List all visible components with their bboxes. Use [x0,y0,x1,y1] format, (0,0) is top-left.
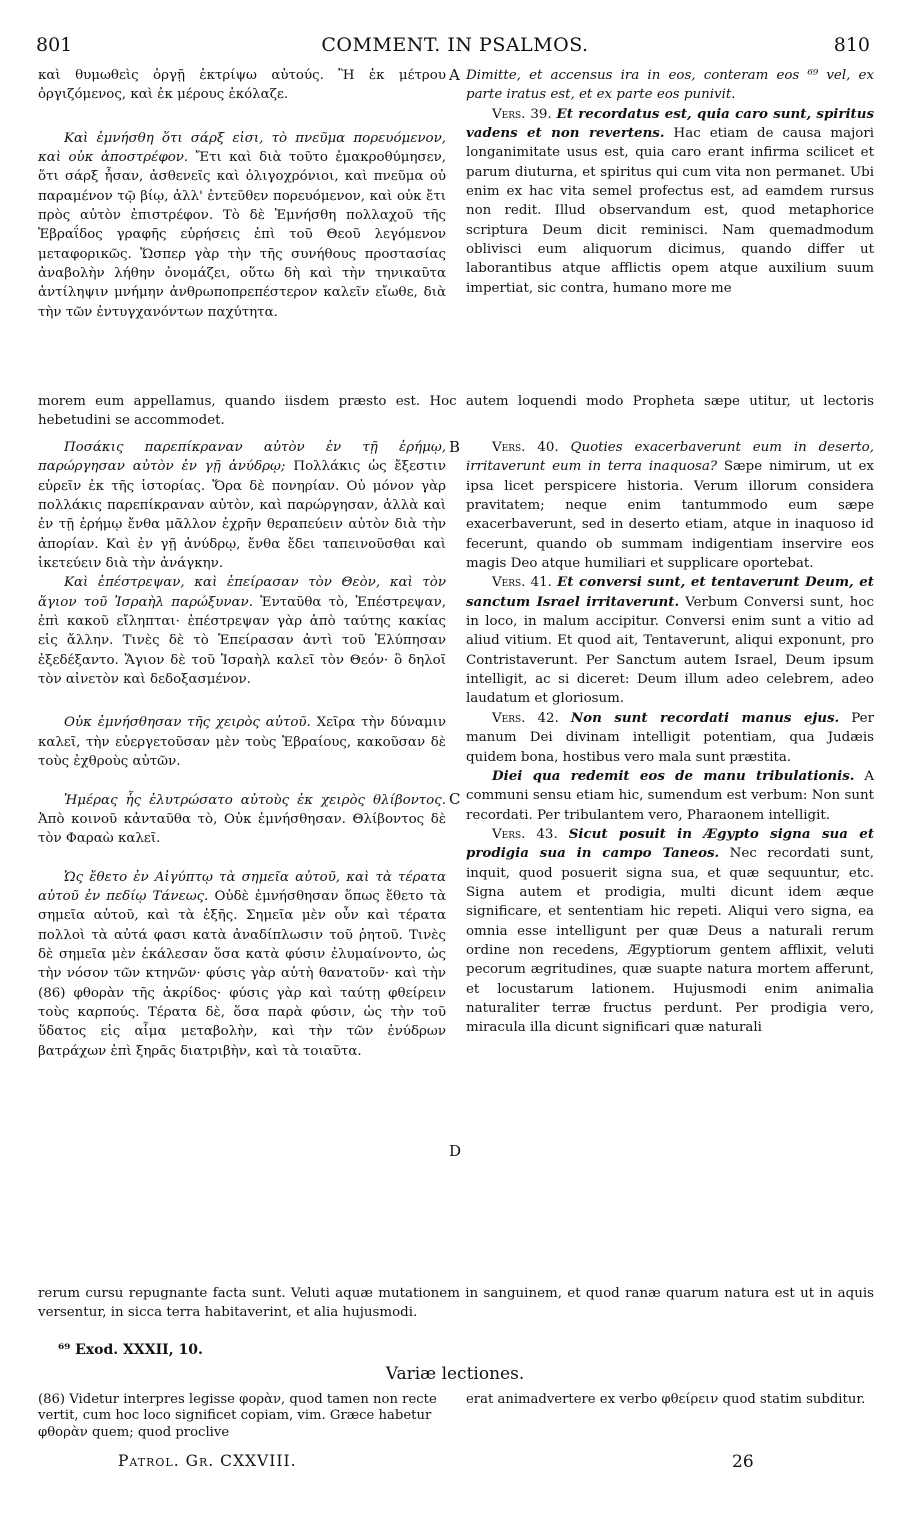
greek-paragraph: Ὡς ἔθετο ἐν Αἰγύπτῳ τὰ σημεῖα αὐτοῦ, καὶ τὰ τέρατα αὐτοῦ ἐν πεδίῳ Τάνεως. Οὐδὲ ἐμνήσθησαν ὅπως ἔθετο τὰ σημεῖα αὐτοῦ, καὶ τὰ ἑξῆς. Σημεῖα μὲν οὖν καὶ τέρατα πολλοὶ τὰ αὐτά φασι κατὰ ἀναδίπλωσιν τοῦ ῥητοῦ. Τινὲς δὲ σημεῖα μὲν ἐκάλεσαν ὅσα κατὰ φύσιν ἐλυμαίνοντο, ὡς τὴν νόσον τῶν κτηνῶν· φύσις γὰρ αὐτὴ θανατοῦν· καὶ τὴν (86) φθορὰν τῆς ἀκρίδος· φύσις γὰρ καὶ ταύτῃ φθείρειν τοὺς καρπούς. Τέρατα δὲ, ὅσα παρὰ φύσιν, ὡς τὴν τοῦ ὕδατος εἰς αἷμα μεταβολὴν, καὶ τὴν τῶν ἐνύδρων βατράχων ἐπὶ ξηρᾶς διατριβὴν, καὶ τὰ τοιαῦτα. [38,869,446,1059]
latin-lemma: Et conversi sunt, et tentaverunt Deum, et sanctum Israel irritaverunt. [466,574,874,610]
running-header [0,34,910,60]
greek-lemma: Ἡμέρας ἧς ἐλυτρώσατο αὐτοὺς ἐκ χειρὸς θλίβοντος. [64,792,446,808]
footnote: ⁶⁹ Exod. XXXII, 10. [58,1342,203,1358]
greek-paragraph: καὶ θυμωθεὶς ὀργῇ ἐκτρίψω αὐτούς. Ἢ ἐκ μέτρου ὀργιζόμενος, καὶ ἐκ μέρους ἐκόλαζε. [38,68,446,103]
full-width-continuation: rerum cursu repugnante facta sunt. Veluti aquæ mutationem in sanguinem, et quod ranæ quarum natura est ut in aquis versentur, in sicca terra habitaverint, et alia hujusmodi. [38,1286,874,1321]
header-title: COMMENT. IN PSALMOS. [321,34,589,56]
latin-lemma: Diei qua redemit eos de manu tribulationis. [492,767,855,784]
header-right-column-number: 810 [833,34,870,56]
variae-lectiones-heading: Variæ lectiones. [385,1364,525,1384]
verse-number: Vers. 41. [492,575,552,591]
greek-column-bottom [38,438,446,1061]
greek-lemma: Καὶ ἐπέστρεψαν, καὶ ἐπείρασαν τὸν Θεὸν, καὶ τὸν ἅγιον τοῦ Ἰσραὴλ παρώξυναν. [38,575,446,610]
margin-marker-c: C [449,790,461,808]
verse-number: Vers. 43. [492,826,558,842]
latin-column-bottom [466,438,874,1038]
margin-marker-d: D [449,1142,462,1160]
variae-lectiones-left: (86) Videtur interpres legisse φορὰν, quod tamen non recte vertit, cum hoc loco significet copiam, vim. Græce habetur φθορὰν quem; quod proclive [38,1392,437,1440]
latin-lemma: Sicut posuit in Ægypto signa sua et prodigia sua in campo Taneos. [466,825,874,862]
greek-paragraph: Ἡμέρας ἧς ἐλυτρώσατο αὐτοὺς ἐκ χειρὸς θλίβοντος. Ἀπὸ κοινοῦ κἀνταῦθα τὸ, Οὐκ ἐμνήσθησαν. Θλίβοντος δὲ τὸν Φαραὼ καλεῖ. [38,792,446,847]
header-left-column-number: 801 [36,34,73,56]
margin-marker-a: A [449,66,460,84]
latin-lemma: Quoties exacerbaverunt eum in deserto, irritaverunt eum in terra inaquosa? [466,440,874,475]
latin-paragraph: Vers. 43. Sicut posuit in Ægypto signa sua et prodigia sua in campo Taneos. Nec recordati sunt, inquit, quod posuerit signa sua, et quæ sequuntur, etc. Signa autem et prodigia, multi dicunt idem æque significare, et sententiam hic repeti. Aliqui vero signa, ea omnia esse intelligunt per quæ Deus a naturali rerum ordine non recedens, Ægyptiorum gentem afflixit, veluti pecorum ægritudines, quæ suapte natura mortem afferunt, et locustarum lationem. Hujusmodi enim animalia naturaliter terræ fructus perdunt. Per prodigia vero, miracula illa dicunt significari quæ naturali [466,825,874,1036]
greek-paragraph: Καὶ ἐπέστρεψαν, καὶ ἐπείρασαν τὸν Θεὸν, καὶ τὸν ἅγιον τοῦ Ἰσραὴλ παρώξυναν. Ἐνταῦθα τὸ, Ἐπέστρεψαν, ἐπὶ κακοῦ εἴληπται· ἐπέστρεψαν γὰρ ἀπὸ ταύτης κακίας εἰς ἄλλην. Τινὲς δὲ τὸ Ἐπείρασαν ἀντὶ τοῦ Ἐλύπησαν ἐξεδέξαντο. Ἅγιον δὲ τοῦ Ἰσραὴλ καλεῖ τὸν Θεόν· ὃ δηλοῖ τὸν αἰνετὸν καὶ δεδοξασμένον. [38,575,446,688]
latin-lemma: Non sunt recordati manus ejus. [570,709,840,726]
verse-number: Vers. 40. [492,440,559,455]
latin-lemma: Et recordatus est, quia caro sunt, spiritus vadens et non revertens. [466,105,874,142]
greek-paragraph: Καὶ ἐμνήσθη ὅτι σάρξ εἰσι, τὸ πνεῦμα πορευόμενον, καὶ οὐκ ἀποστρέφον. Ἔτι καὶ διὰ τοῦτο ἐμακροθύμησεν, ὅτι σάρξ ἦσαν, ἀσθενεῖς καὶ ὀλιγοχρόνιοι, καὶ πνεῦμα οὐ παραμένον τῷ βίῳ, ἀλλ' ἐντεῦθεν πορευόμενον, καὶ οὐκ ἔτι πρὸς αὐτὸν ἐπιστρέφον. Τὸ δὲ Ἐμνήσθη πολλαχοῦ τῆς Ἑβραΐδος γραφῆς εὑρήσεις ἐπὶ τοῦ Θεοῦ λεγόμενον μεταφορικῶς. Ὥσπερ γὰρ τὴν τῆς συνήθους προστασίας ἀναβολὴν λήθην ὀνομάζει, οὕτω δὴ καὶ τὴν τηνικαῦτα ἀντίληψιν μνήμην ἀνθρωποπρεπέστερον καλεῖν εἴωθε, διὰ τὴν τῶν ἐντυγχανόντων παχύτητα. [38,130,446,320]
verse-number: Vers. 42. [492,710,559,726]
latin-paragraph: Vers. 39. Et recordatus est, quia caro sunt, spiritus vadens et non revertens. Hac etiam de causa majori longanimitate usus est, quia caro erant infirma scilicet et parum diuturna, et spiritus qui cum vita non permanet. Ubi enim ex hac vita semel profectus est, ad eamdem rursus non redit. Illud observandum est, quod metaphorice scriptura Deum dicit reminisci. Nam quemadmodum oblivisci eum aliquorum dicimus, quando differ ut laborantibus atque afflictis opem atque auxilium suum impertiat, sic contra, humano more me [466,105,875,296]
latin-paragraph: Vers. 40. Quoties exacerbaverunt eum in deserto, irritaverunt eum in terra inaquosa? Sæpe nimirum, ut ex ipsa licet perspicere historia. Verum illorum considera pravitatem; neque enim tantummodo eum sæpe exacerbaverunt, sed in deserto etiam, atque in inaquoso id fecerunt, quando ob summam indigentiam inservire eos magis Deo atque humiliari et supplicare oportebat. [466,440,874,572]
greek-lemma: Οὐκ ἐμνήσθησαν τῆς χειρὸς αὐτοῦ. [64,715,311,731]
greek-lemma: Ὡς ἔθετο ἐν Αἰγύπτῳ τὰ σημεῖα αὐτοῦ, καὶ τὰ τέρατα αὐτοῦ ἐν πεδίῳ Τάνεως. [38,869,446,904]
greek-lemma: Ποσάκις παρεπίκραναν αὐτὸν ἐν τῇ ἐρήμῳ, παρώργησαν αὐτὸν ἐν γῇ ἀνύδρῳ; [38,440,446,475]
verse-number: Vers. 39. [492,106,552,122]
margin-marker-b: B [449,438,461,456]
full-width-continuation: morem eum appellamus, quando iisdem præsto est. Hoc autem loquendi modo Propheta sæpe utitur, ut lectoris hebetudini se accommodet. [38,394,874,429]
greek-lemma: Καὶ ἐμνήσθη ὅτι σάρξ εἰσι, τὸ πνεῦμα πορευόμενον, καὶ οὐκ ἀποστρέφον. [38,130,446,166]
footer-signature: Patrol. Gr. CXXVIII. [118,1452,297,1470]
latin-paragraph: Vers. 42. Non sunt recordati manus ejus. Per manum Dei divinam intelligit potentiam, qua Judæis quidem bona, hostibus vero mala sunt præstita. [466,709,874,765]
latin-column-top [466,66,874,298]
variae-lectiones-right: erat animadvertere ex verbo φθείρειν quod statim subditur. [466,1392,866,1407]
footer-page-number: 26 [732,1452,754,1472]
latin-paragraph: Dimitte, et accensus ira in eos, conteram eos ⁶⁹ vel, ex parte iratus est, et ex parte eos punivit. [466,68,874,103]
greek-paragraph: Ποσάκις παρεπίκραναν αὐτὸν ἐν τῇ ἐρήμῳ, παρώργησαν αὐτὸν ἐν γῇ ἀνύδρῳ; Πολλάκις ὡς ἔξεστιν εὑρεῖν ἐκ τῆς ἱστορίας. Ὅρα δὲ πονηρίαν. Οὐ μόνον γὰρ πολλάκις παρεπίκραναν αὐτὸν, καὶ παρώργησαν, ἀλλὰ καὶ ἐν τῇ ἐρήμῳ ἔνθα μᾶλλον ἐχρῆν θεραπεύειν αὐτὸν διὰ τὴν ἀπορίαν. Καὶ ἐν γῇ ἀνύδρῳ, ἔνθα ἔδει ταπεινοῦσθαι καὶ ἱκετεύειν διὰ τὴν ἀνάγκην. [38,440,446,572]
latin-paragraph: Diei qua redemit eos de manu tribulationis. A communi sensu etiam hic, sumendum est verbum: Non sunt recordati. Per tribulantem vero, Pharaonem intelligit. [466,767,874,823]
greek-column-top [38,66,446,322]
greek-paragraph: Οὐκ ἐμνήσθησαν τῆς χειρὸς αὐτοῦ. Χεῖρα τὴν δύναμιν καλεῖ, τὴν εὐεργετοῦσαν μὲν τοὺς Ἑβραίους, κακοῦσαν δὲ τοὺς ἐχθροὺς αὐτῶν. [38,715,446,770]
latin-paragraph: Vers. 41. Et conversi sunt, et tentaverunt Deum, et sanctum Israel irritaverunt. Verbum Conversi sunt, hoc in loco, in malum accipitur. Conversi enim sunt a vitio ad aliud vitium. Et quod ait, Tentaverunt, aliqui exponunt, pro Contristaverunt. Per Sanctum autem Israel, Deum ipsum intelligit, ac si diceret: Deum illum adeo celebrem, adeo laudatum et gloriosum. [466,574,874,707]
